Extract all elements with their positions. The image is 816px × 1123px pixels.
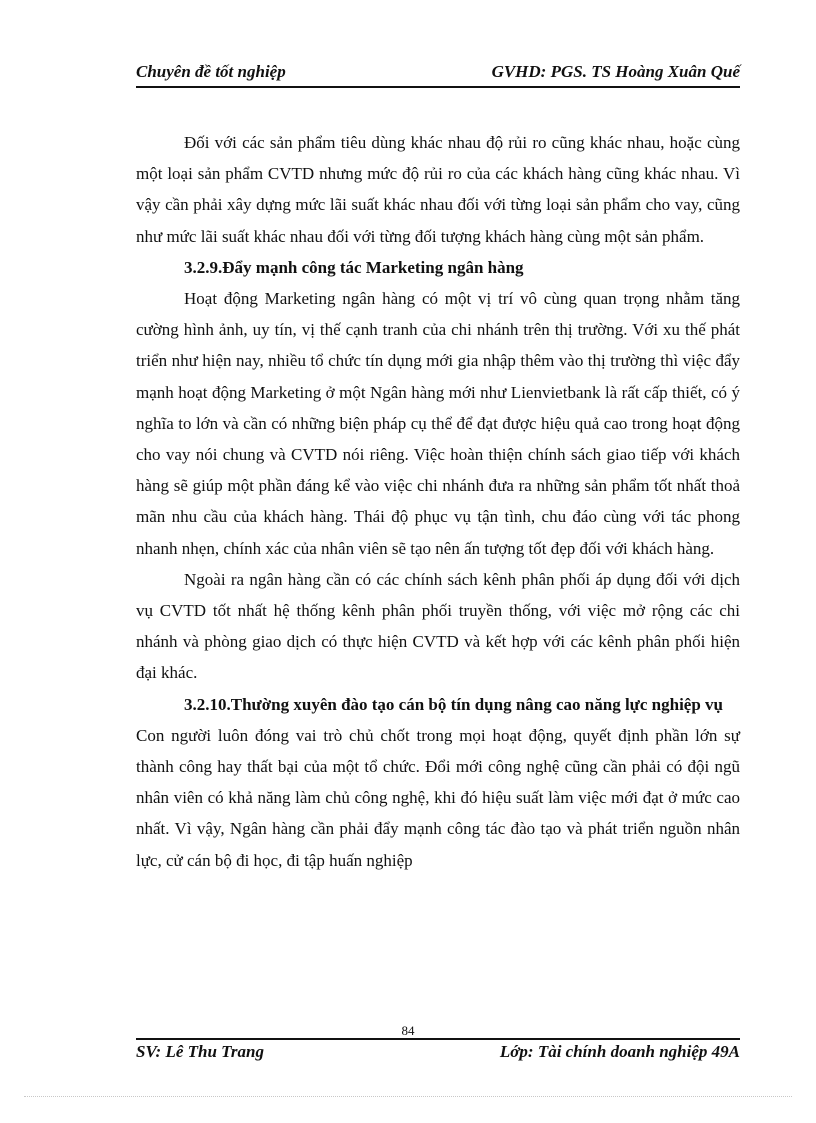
- paragraph-2: Hoạt động Marketing ngân hàng có một vị trí vô cùng quan trọng nhằm tăng cường hình ảnh, uy tín, vị thế cạnh tranh của chi nhánh trên thị trường. Với xu thế phát triển như hiện nay, nhiều tổ chức tín dụng mới gia nhập thêm vào thị trường thì việc đẩy mạnh hoạt động Marketing ở một Ngân hàng mới như Lienvietbank là rất cấp thiết, có ý nghĩa to lớn và cần có những biện pháp cụ thể để đạt được hiệu quả cao trong hoạt động cho vay nói chung và CVTD nói riêng. Việc hoàn thiện chính sách giao tiếp với khách hàng sẽ giúp một phần đáng kể vào việc chi nhánh đưa ra những sản phẩm tốt nhất thoả mãn nhu cầu của khách hàng. Thái độ phục vụ tận tình, chu đáo cùng với tác phong nhanh nhẹn, chính xác của nhân viên sẽ tạo nên ấn tượng tốt đẹp đối với khách hàng.: [136, 289, 740, 558]
- section-heading-3-2-9: 3.2.9.Đẩy mạnh công tác Marketing ngân hàng: [184, 257, 524, 277]
- page-header: [136, 58, 740, 88]
- header-right-text: GVHD: PGS. TS Hoàng Xuân Quế: [491, 62, 740, 81]
- paragraph-1: Đối với các sản phẩm tiêu dùng khác nhau độ rủi ro cũng khác nhau, hoặc cùng một loại sản phẩm CVTD nhưng mức độ rủi ro của các khách hàng cũng khác nhau. Vì vậy cần phải xây dựng mức lãi suất khác nhau đối với từng loại sản phẩm cho vay, cũng như mức lãi suất khác nhau đối với từng đối tượng khách hàng cùng một sản phẩm.: [136, 133, 740, 246]
- page-edge-divider: [24, 1096, 792, 1097]
- paragraph-3: Ngoài ra ngân hàng cần có các chính sách kênh phân phối áp dụng đối với dịch vụ CVTD tốt nhất hệ thống kênh phân phối truyền thống, với việc mở rộng các chi nhánh và phòng giao dịch có thực hiện CVTD và kết hợp với các kênh phân phối hiện đại khác.: [136, 569, 740, 683]
- paragraph-4: Con người luôn đóng vai trò chủ chốt trong mọi hoạt động, quyết định phần lớn sự thành công hay thất bại của một tổ chức. Đổi mới công nghệ cũng cần phải có đội ngũ nhân viên có khả năng làm chủ công nghệ, khi đó hiệu suất làm việc mới đạt ở mức cao nhất. Vì vậy, Ngân hàng cần phải đẩy mạnh công tác đào tạo và phát triển nguồn nhân lực, cử cán bộ đi học, đi tập huấn nghiệp: [136, 725, 740, 870]
- footer-left-text: SV: Lê Thu Trang: [136, 1042, 264, 1061]
- footer-divider: [136, 1038, 740, 1040]
- footer-right-text: Lớp: Tài chính doanh nghiệp 49A: [499, 1042, 740, 1061]
- page-footer: [136, 1042, 740, 1066]
- section-heading-3-2-10: 3.2.10.Thường xuyên đào tạo cán bộ tín dụng nâng cao năng lực nghiệp vụ: [184, 694, 724, 714]
- header-left-text: Chuyên đề tốt nghiệp: [136, 62, 286, 81]
- page-number: 84: [401, 1023, 415, 1038]
- document-body: [136, 127, 740, 876]
